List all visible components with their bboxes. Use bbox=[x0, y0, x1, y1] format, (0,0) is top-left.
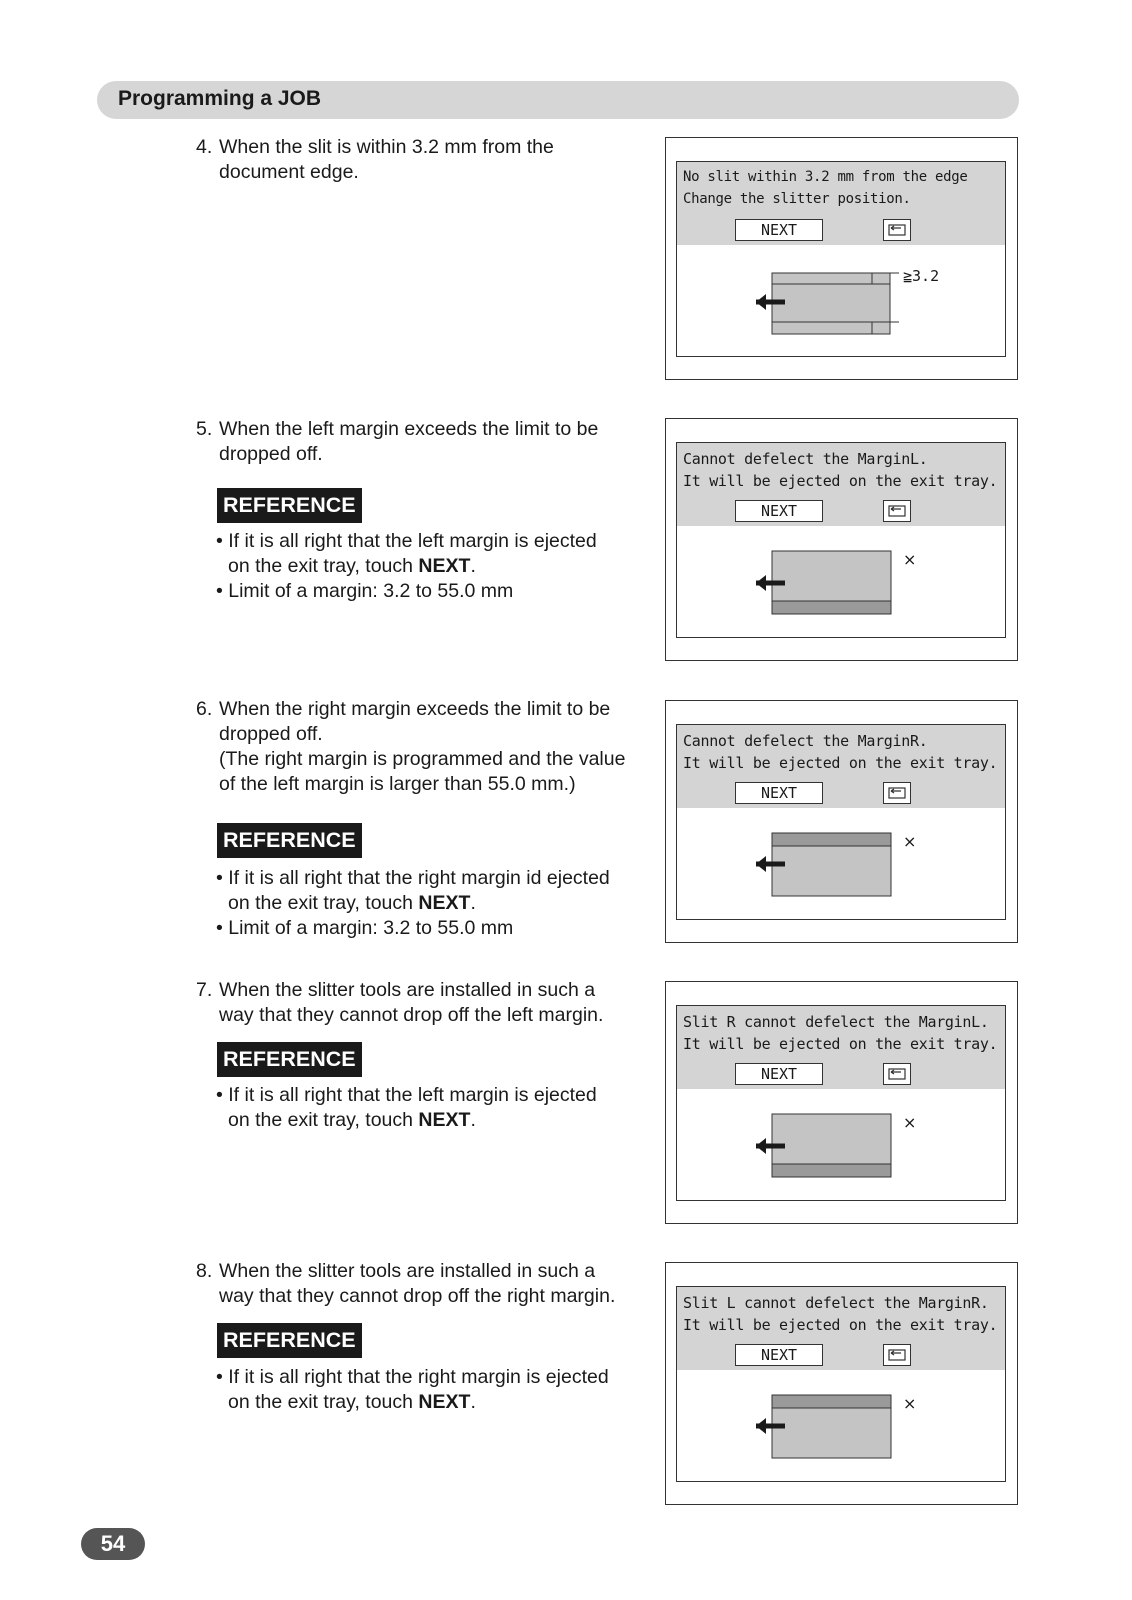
cannot-mark: × bbox=[903, 1394, 917, 1413]
diagram-graphic bbox=[677, 245, 1007, 355]
bullet-item: • If it is all right that the left margin is ejected bbox=[216, 530, 597, 552]
step-line: of the left margin is larger than 55.0 mm.) bbox=[219, 773, 576, 795]
touch-screen bbox=[676, 1005, 1006, 1201]
screen-message-area bbox=[677, 443, 1005, 526]
step-number: 8. bbox=[196, 1260, 213, 1282]
bullet-continuation: on the exit tray, touch NEXT. bbox=[228, 555, 476, 577]
margin-diagram bbox=[677, 526, 1007, 636]
touch-screen bbox=[676, 161, 1006, 357]
step-4-screen-panel bbox=[665, 137, 1018, 380]
step-line: When the slitter tools are installed in such a bbox=[219, 1260, 596, 1282]
page-number: 54 bbox=[81, 1528, 145, 1560]
screen-message: Cannot defelect the MarginL. It will be ejected on the exit tray. bbox=[683, 450, 998, 490]
step-6-screen-panel bbox=[665, 700, 1018, 943]
step-6-text bbox=[196, 697, 625, 797]
section-title: Programming a JOB bbox=[118, 87, 322, 110]
next-button[interactable]: NEXT bbox=[735, 1344, 823, 1366]
reference-label: REFERENCE bbox=[217, 1323, 362, 1358]
cannot-mark: × bbox=[903, 550, 917, 569]
bullet-continuation: on the exit tray, touch NEXT. bbox=[228, 1109, 476, 1131]
margin-diagram bbox=[677, 1089, 1007, 1199]
return-arrow-icon bbox=[887, 1347, 907, 1363]
return-arrow-icon bbox=[887, 1066, 907, 1082]
back-button[interactable] bbox=[883, 1344, 911, 1366]
diagram-graphic bbox=[677, 1089, 1007, 1199]
step-5-text bbox=[196, 417, 598, 467]
screen-message: No slit within 3.2 mm from the edge Change the slitter position. bbox=[683, 169, 968, 207]
step-line: dropped off. bbox=[219, 723, 323, 745]
bullet-item: • If it is all right that the right margin is ejected bbox=[216, 1366, 609, 1388]
next-button[interactable]: NEXT bbox=[735, 500, 823, 522]
screen-message: Slit L cannot defelect the MarginR. It will be ejected on the exit tray. bbox=[683, 1294, 998, 1334]
reference-bullets bbox=[216, 1083, 597, 1133]
section-header bbox=[97, 81, 1019, 119]
step-line: document edge. bbox=[219, 161, 359, 183]
step-7-text bbox=[196, 978, 603, 1028]
cannot-mark: × bbox=[903, 832, 917, 851]
back-button[interactable] bbox=[883, 782, 911, 804]
cannot-mark: × bbox=[903, 1113, 917, 1132]
reference-bullets bbox=[216, 529, 597, 604]
margin-diagram bbox=[677, 808, 1007, 918]
diagram-graphic bbox=[677, 808, 1007, 918]
step-8-text bbox=[196, 1259, 615, 1309]
reference-bullets bbox=[216, 866, 610, 941]
step-7-screen-panel bbox=[665, 981, 1018, 1224]
next-button[interactable]: NEXT bbox=[735, 219, 823, 241]
bullet-continuation: on the exit tray, touch NEXT. bbox=[228, 892, 476, 914]
slit-diagram bbox=[677, 245, 1007, 355]
step-5-screen-panel bbox=[665, 418, 1018, 661]
touch-screen bbox=[676, 442, 1006, 638]
margin-label: ≧3.2 bbox=[903, 267, 940, 285]
return-arrow-icon bbox=[887, 785, 907, 801]
screen-message-area bbox=[677, 162, 1005, 245]
step-line: When the slitter tools are installed in such a bbox=[219, 979, 596, 1001]
step-8-screen-panel bbox=[665, 1262, 1018, 1505]
bullet-item: • Limit of a margin: 3.2 to 55.0 mm bbox=[216, 580, 514, 602]
bullet-item: • If it is all right that the right margin id ejected bbox=[216, 867, 610, 889]
bullet-item: • Limit of a margin: 3.2 to 55.0 mm bbox=[216, 917, 514, 939]
next-button[interactable]: NEXT bbox=[735, 1063, 823, 1085]
diagram-graphic bbox=[677, 1370, 1007, 1480]
reference-bullets bbox=[216, 1365, 609, 1415]
reference-label: REFERENCE bbox=[217, 488, 362, 523]
touch-screen bbox=[676, 724, 1006, 920]
return-arrow-icon bbox=[887, 222, 907, 238]
bullet-item: • If it is all right that the left margin is ejected bbox=[216, 1084, 597, 1106]
screen-message-area bbox=[677, 1287, 1005, 1370]
screen-message: Cannot defelect the MarginR. It will be ejected on the exit tray. bbox=[683, 732, 998, 772]
step-line: way that they cannot drop off the right margin. bbox=[219, 1285, 616, 1307]
step-number: 5. bbox=[196, 418, 213, 440]
back-button[interactable] bbox=[883, 1063, 911, 1085]
next-button[interactable]: NEXT bbox=[735, 782, 823, 804]
step-line: way that they cannot drop off the left margin. bbox=[219, 1004, 604, 1026]
reference-label: REFERENCE bbox=[217, 823, 362, 858]
reference-label: REFERENCE bbox=[217, 1042, 362, 1077]
diagram-graphic bbox=[677, 526, 1007, 636]
back-button[interactable] bbox=[883, 219, 911, 241]
step-line: When the left margin exceeds the limit to be bbox=[219, 418, 599, 440]
step-number: 6. bbox=[196, 698, 213, 720]
step-line: When the right margin exceeds the limit to be bbox=[219, 698, 611, 720]
step-number: 7. bbox=[196, 979, 213, 1001]
touch-screen bbox=[676, 1286, 1006, 1482]
back-button[interactable] bbox=[883, 500, 911, 522]
step-line: dropped off. bbox=[219, 443, 323, 465]
step-4-text bbox=[196, 135, 554, 185]
margin-diagram bbox=[677, 1370, 1007, 1480]
step-line: When the slit is within 3.2 mm from the bbox=[219, 136, 554, 158]
screen-message-area bbox=[677, 1006, 1005, 1089]
step-line: (The right margin is programmed and the value bbox=[219, 748, 626, 770]
screen-message-area bbox=[677, 725, 1005, 808]
screen-message: Slit R cannot defelect the MarginL. It will be ejected on the exit tray. bbox=[683, 1013, 998, 1053]
return-arrow-icon bbox=[887, 503, 907, 519]
bullet-continuation: on the exit tray, touch NEXT. bbox=[228, 1391, 476, 1413]
step-number: 4. bbox=[196, 136, 213, 158]
